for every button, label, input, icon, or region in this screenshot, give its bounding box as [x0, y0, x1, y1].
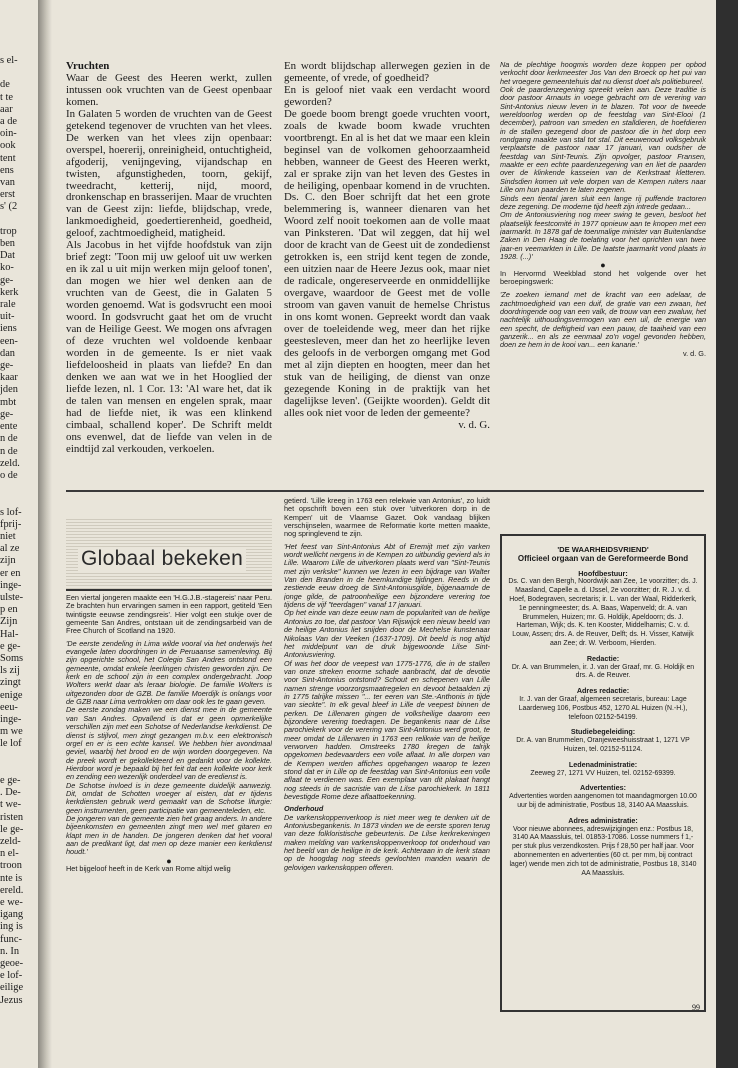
fragment-line: ben — [0, 238, 16, 250]
colophon-text: Zeeweg 27, 1271 VV Huizen, tel. 02152-69399. — [530, 769, 676, 777]
paragraph: Het bijgeloof heeft in de Kerk van Rome altijd welig — [66, 864, 231, 873]
colophon-heading: Studiebegeleiding: — [570, 727, 636, 737]
subheading-onderhoud: Onderhoud — [284, 804, 324, 814]
column-title: Globaal bekeken — [78, 547, 246, 571]
colophon-text: Dr. A. van Brummelen, Oranjeweeshuisstraat 1, 1271 VP Huizen, tel. 02152-51124. — [516, 737, 690, 753]
fragment-line: jden — [0, 384, 18, 396]
fragment-line: n. In — [0, 945, 20, 957]
fragment-line: ge- — [0, 274, 14, 286]
fragment-line: a de — [0, 116, 18, 128]
colophon-heading: Adres redactie: — [576, 686, 630, 696]
colophon-text: Ds. C. van den Bergh, Noordwijk aan Zee, 1e voorzitter; ds. J. Maasland, Capelle a. d. IJssel, 2e voorzitter; dr. R. J. v. d. Hoef, Bodegraven, secretaris; ir. L. van der Waal, Ridderkerk, 1e penningmeester; ds. A. Baas, Wapenveld; dr. A. van Brummelen, Huizen; mr. G. Holdijk, Apeldoorn; ds. J. Harteman, Wijk; ds. K. ten Kooster, Middelharnis; C. v. d. Louw, Assen; drs. A. de Reuver, Delft; ds. H. Visser, Katwijk aan Zee; dr. W. Verboom, Hierden. — [508, 578, 698, 647]
paragraph: In Hervormd Weekblad stond het volgende over het beroepingswerk: — [500, 268, 706, 286]
fragment-line: eeu- — [0, 701, 18, 713]
fragment-line: igang — [0, 909, 24, 921]
fragment-line: erst — [0, 189, 16, 201]
paragraph: getierd. 'Lille kreeg in 1763 een relekwie van Antonius', zo luidt het opschrift boven een stuk over 'uitverkoren dorp in de Kempen' uit de Vlaamse Gazet. Ook vandaag blijken verschijnselen, waarmee de Reformatie korte metten maakte, nog springlevend te zijn. — [284, 497, 490, 539]
paragraph: In Galaten 5 worden de vruchten van de Geest getekend tegenover de vruchten van het vlees. De werken van het vlees zijn openbaar: overspel, hoererij, onreinigheid, ontuchtigheid, afgoderij, venijngeving, vijandschap en twisten, afgunstigheden, toorn, gekijf, tweedracht, ketterij, nijd, moord, dronkenschap en brasserijen. Maar de vruchten van de Geest zijn: liefde, blijdschap, vrede, lankmoedigheid, goedertierenheid, goedheid, geloof, zachtmoedigheid, matigheid. — [66, 107, 272, 240]
left-page-fragment — [0, 55, 38, 1065]
fragment-line: geoe- — [0, 958, 24, 970]
signature: v. d. G. — [458, 418, 490, 431]
bullet-icon: ● — [600, 260, 606, 271]
fragment-line: Dat — [0, 250, 16, 262]
article-column-2 — [284, 61, 490, 489]
fragment-line: s lof- — [0, 506, 22, 518]
colophon-title: 'DE WAARHEIDSVRIEND' — [557, 545, 649, 554]
fragment-line: ente — [0, 421, 18, 433]
colophon-heading: Hoofdbestuur: — [578, 568, 628, 578]
globaal-bekeken-header — [66, 517, 272, 589]
fragment-line: zijn — [0, 555, 16, 567]
fragment-line: ulste- — [0, 591, 24, 603]
fragment-line — [0, 67, 38, 79]
fragment-line: e lof- — [0, 970, 23, 982]
section-heading-vruchten: Vruchten — [66, 61, 110, 72]
fragment-line: ge- — [0, 408, 14, 420]
fragment-line: n el- — [0, 848, 19, 860]
fragment-line: niet — [0, 530, 16, 542]
fragment-line: ens — [0, 164, 14, 176]
fragment-line: inge- — [0, 713, 22, 725]
fragment-line: o de — [0, 469, 18, 481]
fragment-line: func- — [0, 933, 22, 945]
colophon-text: Voor nieuwe abonnees, adreswijzigingen enz.: Postbus 18, 3140 AA Maassluis, tel. 01853-17086. Losse nummers f 1,- per stuk plus verzendkosten. Prijs f 28,50 per half jaar. Voor abonnementen en advertenties (60 ct. per mm, bij contract lager) wende men zich tot de administratie, Postbus 18, 3140 AA Maassluis. — [509, 825, 697, 877]
fragment-line: zeld- — [0, 836, 21, 847]
paragraph: En wordt blijdschap allerwegen gezien in de gemeente, of vrede, of goedheid? — [284, 61, 490, 84]
fragment-line: trop — [0, 225, 17, 237]
signature: v. d. G. — [683, 348, 706, 358]
page-edge — [716, 0, 738, 1068]
fragment-line: m we — [0, 726, 23, 738]
fragment-line: mbt — [0, 396, 17, 408]
fragment-line: er en — [0, 567, 21, 579]
colophon-heading: Ledenadministratie: — [568, 759, 638, 769]
fragment-line: uit- — [0, 311, 15, 323]
fragment-line: ook — [0, 140, 16, 152]
fragment-line: enige — [0, 689, 23, 701]
fragment-line: e we- — [0, 897, 23, 909]
quote-paragraph: Op het einde van deze eeuw nam de populariteit van de heilige Antonius zo toe, dat pastoor Van Rijswijck een nieuw beeld van de heilige Antonius liet snijden door de Mechelse kunstenaar Nikolaas Van der Veeken (1637-1709). Dit beeld is nog altijd het middelpunt van de druk bijgewoonde Lilse Sint-Antoniusviering. — [284, 608, 490, 660]
fragment-line: iens — [0, 323, 17, 335]
fragment-line: Zijn — [0, 616, 18, 628]
paragraph: Waar de Geest des Heeren werkt, zullen intussen ook vruchten van de Geest openbaar komen. — [66, 71, 272, 108]
globaal-bekeken-column — [66, 594, 272, 1030]
paragraph: 'De eerste zendeling in Lima wilde vooral via het onderwijs het evangelie laten doordringen in de Peruaanse samenleving. Bij zijn opgerichte school, het Colegio San Andres ontstond een gemeente, omdat enkele leerlingen christen geworden zijn. De kerk en de school zijn in een complex ondergebracht. Joop Wolters werkt daar als leraar biologie. De familie Wolters is uitgezonden door de GZB. De familie Moerdijk is onlangs voor de GZB naar Lima vertrokken om daar ook les te gaan geven. — [66, 638, 272, 707]
fragment-line: nte is — [0, 872, 23, 884]
fragment-line — [0, 482, 38, 494]
intro-paragraph: Een viertal jongeren maakte een 'H.G.J.B.-stagereis' naar Peru. Ze brachten hun ervaringen samen in een rapport, getiteld 'Een twintigste eeuwse zendingsreis'. Hier volgt een stukje over de gemeente San Andres, ontstaan uit de zendingsarbeid van de Free Church of Scotland na 1920. — [66, 594, 272, 636]
fragment-line: de — [0, 79, 10, 91]
fragment-line: inge- — [0, 579, 22, 591]
quote-paragraph: 'Het feest van Sint-Antonius Abt of Eremijt met zijn varken wordt wellicht nergens in de Kempen zo uitbundig gevierd als in Lille. Waarom Lille de uitverkoren plaats werd van "Sint-Teunis met zijn verkske" kunnen we lezen in een bijdrage van Walter Van den Branden in de heemkundige tijdingen. Reeds in de zestiende eeuw droeg de Sint-Antoniusgilde, bijgenaamde de jonge gilde, de patroonheilige een bijzondere verering toe tijdens de vijf "teerdagen" vanaf 17 januari. — [284, 541, 490, 610]
fragment-line: p en — [0, 604, 18, 616]
fragment-line: n de — [0, 445, 18, 457]
header-underline — [66, 589, 272, 591]
fragment-line: s' (2 — [0, 201, 18, 213]
fragment-line: n de — [0, 433, 18, 445]
fragment-line: s el- — [0, 55, 18, 66]
paragraph: Om de Antoniusviering nog meer swing te geven, besloot het plaatselijk feestcomité in 1977 opnieuw aan te knopen met een jaarmarkt. In 1878 gaf de toenmalige minister van Buitenlandse Zaken in Den Haag de toelating voor het oprichten van twee jaar-en veemarkten in Lille. De laatste jaarmarkt vond plaats in 1928. (...)' — [500, 210, 706, 261]
colophon-heading: Redactie: — [586, 653, 620, 663]
colophon-text: Dr. A. van Brummelen, ir. J. van der Graaf, mr. G. Holdijk en drs. A. de Reuver. — [511, 663, 695, 680]
spine-shadow — [38, 0, 52, 1068]
article-column-1 — [66, 61, 272, 489]
colophon-text: Ir. J. van der Graaf, algemeen secretaris, bureau: Lage Laarderweg 106, Postbus 452, 1270 AL Huizen (N.-H.), telefoon 02152-54199. — [518, 695, 688, 721]
page-number: 99 — [692, 1003, 700, 1012]
fragment-line: Hal- — [0, 628, 19, 640]
fragment-line: kerk — [0, 286, 19, 298]
colophon-subtitle: Officieel orgaan van de Gereformeerde Bond — [517, 553, 689, 563]
fragment-line: e ge- — [0, 774, 21, 786]
paragraph: Na de plechtige hoogmis worden deze koppen per opbod verkocht door kerkmeester Jos Van den Broeck op het pui van het vroegere gemeentehuis dat nu dienst doet als politiebureel. — [500, 61, 706, 86]
fragment-line: le lof — [0, 738, 22, 750]
paragraph: Ook de paardenzegening spreekt velen aan. Deze traditie is door pastoor Arnauts in voege gebracht om de verering van Sint-Antonius nieuw leven in te blazen. Tot voor de tweede wereldoorlog werden op de feestdag van Sint-Elooi (1 december), patroon van smeden en stalldieren, de hoefdieren in de stallen gezegend door de pastoor die in het dorp een rondgang maakte van stal tot stal. Dit eeuwenoud volksgebruik verplaatste de pastoor naar 17 januari, van oudsher de feestdag van Sint-Teunis. Zijn opvolger, pastoor Fransen, maakte er een echte paardenzegening van en liet de paarden over de klinkende kasseien van de Kerkstraat kletteren. Sindsdien komen uit vele dorpen van de Kempen ruiters naar Lille om hun paarden te laten zegenen. — [500, 85, 706, 195]
paragraph: Sinds een tiental jaren sluit een lange rij puffende tractoren deze zegening. De moderne tijd heeft zijn intrede gedaan... — [500, 193, 706, 211]
fragment-line: eilige — [0, 982, 24, 994]
fragment-line: ge- — [0, 360, 14, 372]
fragment-line: tent — [0, 152, 16, 164]
fragment-line: zingt — [0, 677, 21, 689]
fragment-line: risten — [0, 811, 24, 823]
fragment-line: aar — [0, 103, 13, 115]
fragment-line: kaar — [0, 372, 18, 384]
fragment-line: een- — [0, 335, 18, 347]
fragment-line: Jezus — [0, 994, 23, 1006]
colophon-heading: Advertenties: — [580, 783, 626, 793]
fragment-line: e ge- — [0, 640, 21, 652]
paragraph: Als Jacobus in het vijfde hoofdstuk van zijn brief zegt: 'Toon mij uw geloof uit uw werken en ik zal u uit mijn werken mijn geloof tonen', dan mogen we hier wel denken aan de vruchten van de Geest, die in Galaten 5 worden genoemd. Wat is godsvrucht een mooi woord. In godsvrucht gaat het om de vrucht van de Heilige Geest. We mogen ons afvragen of deze vruchten wel voldoende kenbaar worden in de gemeente. Is er niet vaak liefdeloosheid in plaats van liefde? En dan denken we aan wat we in het Hooglied der liefde lezen, nl. 1 Cor. 13: 'Al ware het, dat ik de talen van mensen en engelen sprak, maar had de liefde niet, ik was een klinkend cimbaal, schallend koper'. De Schrift meldt ons evenwel, dat de liefde van velen in de eindtijd zal verkouden, verkoelen. — [66, 239, 272, 455]
fragment-line: rale — [0, 299, 16, 311]
fragment-line: zeld. — [0, 457, 20, 469]
fragment-line — [0, 763, 38, 775]
fragment-line — [0, 751, 38, 763]
fragment-line: fprij- — [0, 518, 22, 530]
quote: 'Ze zoeken iemand met de kracht van een adelaar, de zachtmoedigheid van een duif, de gratie van een zwaan, het doordringende oog van een valk, de trouw van een zwaluw, het nachtelijk uithoudingsvermogen van een uil, de energie van een specht, de deftigheid van een pauw, de taaiheid van een ganzerik... en als ze eenmaal zo'n vogel gevonden hebben, doen ze hem in de kooi van... een kanarie.' — [500, 290, 706, 350]
paragraph: En is geloof niet vaak een verdacht woord geworden? — [284, 83, 490, 108]
fragment-line — [0, 494, 38, 506]
colophon-box — [500, 534, 706, 1012]
article-column-3 — [500, 61, 706, 486]
fragment-line: al ze — [0, 543, 20, 555]
paragraph: De jongeren van de gemeente zien het graag anders. In andere bijeenkomsten en gemeenten zingt men wel met gitaren en klapt men in de handen. De jongeren denken dat het vooral aan de predikant ligt, dat men op deze manier een kerkdienst houdt.' — [66, 813, 272, 857]
fragment-line: ing is — [0, 921, 23, 933]
paragraph: De varkenskoppenverkoop is niet meer weg te denken uit de Antoniusbegankenis. In 1873 vinden we de eerste sporen terug van deze folkloristische gebeurtenis. De Lilse kerkrekeningen maken melding van varkenskoppenverkoop tot onderhoud van het beeld van de heilige in de kerk. Achteraan in de kerk staan op de hoogdag nog steeds gevlochten manden waarin de gelovigen varkenskoppen offeren. — [284, 812, 490, 872]
colophon-text: Advertenties worden aangenomen tot maandagmorgen 10.00 uur bij de administratie, Postbus 18, 3140 AA Maassluis. — [509, 793, 697, 809]
fragment-line: ereld. — [0, 884, 24, 896]
fragment-line: t we- — [0, 799, 22, 811]
bullet-icon: ● — [166, 855, 172, 866]
fragment-line — [0, 214, 38, 226]
fragment-line: troon — [0, 860, 22, 872]
quote-paragraph: Of was het door de veepest van 1775-1776, die in de stallen van onze streken enorme schade aanbracht, dat de devotie voor Sint-Antonius ontstond? Schout en schepenen van Lille namen strenge voorzorgsmaatregelen en devoot betaalden zij in 1775 talrijke missen "... ter eeren van Ste.-Anthonis in tijde van sieckte". In elk geval bleef in Lille de veepest binnen de perken. De Lillenaren gingen de volksheilige daarom een bijzondere verering toedragen. De begankenis naar de Lilse parochiekerk voor de verering van Sint-Antonius werd groot, te meer omdat de Lillenaren in 1763 een relikwie van de heilige verworven hadden. Omstreeks 1780 kregen de talrijk opgekomen bedevaarders een volle aflaat. In alle dorpen van de Kempen werden affiches opgehangen waarop te lezen stond dat er in Lille op de feestdag van Sint-Antonius een volle aflaat te verdienen was. Een exemplaar van dit plakaat hangt nog steeds in de sacristie van de Lilse parochiekerk. In 1811 bevestigde Rome deze aflaattoekenning. — [284, 658, 490, 802]
article-column-2-bottom — [284, 497, 490, 1017]
fragment-line: ls zij — [0, 665, 20, 677]
fragment-line: dan — [0, 347, 16, 359]
fragment-line: t te — [0, 91, 13, 103]
fragment-line: Soms — [0, 652, 24, 664]
paragraph: De goede boom brengt goede vruchten voort, zoals de kwade boom kwade vruchten voortbrengt. En al is het dat we maar een klein beginsel van de volkomen gehoorzaamheid hebben, wanneer de Geest des Heeren werkt, zal er sprake zijn van het leven des Gestes in de heiliging, openbaar komend in de vruchten. Ds. C. den Boer schrijft dat het een grote belemmering is, wanneer dienaren van het Woord zelf nooit toekomen aan de volle maat van Pinksteren. 'Dat wil zeggen, dat hij wel door de kracht van de Geest uit de zondedienst getrokken is, een strijd kent tegen de zonde, een uitzien naar de Heere Jezus ook, maar niet de radicale, ongereserveerde en onmiddellijke overgave, waardoor de Geest met de volle stroom van gaven vanuit de hemelse Christus in ons komt wonen. Gepreekt wordt dan vaak over de toeleidende weg, meer dan het rijke geestesleven, meer dan het zo heerlijke leven des geloofs in de verborgen omgang met God met al zijn diepten en hoogten, meer dan het stuk van de heiliging, de dienst van onze gezegende Koning in de praktijk van het dagelijkse leven'. (Geijkte woorden). Geldt dit alles ook niet voor de leden der gemeente? — [284, 107, 490, 419]
fragment-line: oin- — [0, 128, 17, 140]
paragraph: De eerste zondag maken we een dienst mee in de gemeente van San Andres. Opvallend is dat er geen opmerkelijke verschillen zijn met een Schotse of Nederlandse kerkdienst. De dienst is stijlvol, men zingt gezangen m.b.v. een elektronisch orgel en er is een echte kansel. We hebben hier avondmaal geviel, waarbij het brood en de wijn worden doorgegeven. Na de preek wordt er gekollekteerd en gedankt voor de kollekte. Hierdoor word je bepaald bij het feit dat een kollekte voor kerk en zending een wezenlijk onderdeel van de eredienst is. — [66, 705, 272, 782]
horizontal-divider — [66, 490, 704, 492]
fragment-line: van — [0, 177, 16, 189]
fragment-line: . De- — [0, 787, 21, 799]
colophon-heading: Adres administratie: — [568, 815, 638, 825]
paragraph: De Schotse invloed is in deze gemeente duidelijk aanwezig. Dit, omdat de Schotten vroeger al eisten, dat er tijdens kerkdiensten gebruik werd gemaakt van de Schotse liturgie: geen instrumenten, geen participatie van gemeenteleden, etc. — [66, 780, 272, 815]
fragment-line: ko- — [0, 262, 14, 274]
fragment-line: le ge- — [0, 823, 24, 835]
